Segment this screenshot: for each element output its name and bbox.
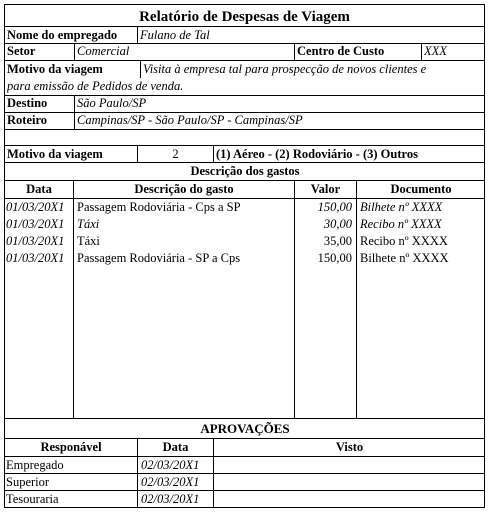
divider [137,26,138,43]
expenses-header-document: Documento [390,182,452,196]
cost-center-label: Centro de Custo [297,44,385,58]
expense-value[interactable]: 150,00 [317,200,352,214]
route-label: Roteiro [7,113,48,127]
divider [74,95,75,112]
expense-value[interactable]: 30,00 [323,217,352,231]
expense-document[interactable]: Bilhete nº XXXX [360,200,443,214]
report-title: Relatório de Despesas de Viagem [139,9,350,25]
approvals-header-date: Data [162,440,189,454]
approval-responsible: Empregado [6,458,64,472]
expenses-section-title: Descrição dos gastos [190,164,300,178]
approval-responsible: Superior [6,475,50,489]
divider [213,145,214,162]
divider [74,43,75,60]
approval-date[interactable]: 02/03/20X1 [141,492,200,506]
expense-date[interactable]: 01/03/20X1 [6,200,65,214]
expenses-header-description: Descrição do gasto [134,182,234,196]
divider [74,112,75,129]
expense-document[interactable]: Recibo nº XXXX [360,217,442,231]
approval-responsible: Tesouraria [6,492,59,506]
expense-description[interactable]: Passagem Rodoviária - Cps a SP [77,200,241,214]
sector-value[interactable]: Comercial [77,44,130,58]
divider [356,180,357,418]
expense-value[interactable]: 150,00 [317,251,352,265]
route-value[interactable]: Campinas/SP - São Paulo/SP - Campinas/SP [77,113,303,127]
employee-value[interactable]: Fulano de Tal [140,28,210,42]
approval-date[interactable]: 02/03/20X1 [141,458,200,472]
trip-mode-value[interactable]: 2 [172,147,179,161]
approvals-title: APROVAÇÕES [200,421,290,436]
expense-description[interactable]: Táxi [77,234,100,248]
expenses-header-date: Data [26,182,52,196]
approval-visa-field[interactable] [214,457,484,473]
expense-date[interactable]: 01/03/20X1 [6,251,65,265]
destination-label: Destino [7,96,48,110]
divider [5,129,485,130]
divider [140,60,141,78]
expense-description[interactable]: Táxi [77,217,100,231]
trip-mode-legend: (1) Aéreo - (2) Rodoviário - (3) Outros [216,147,418,161]
approval-visa-field[interactable] [214,491,484,507]
approval-date[interactable]: 02/03/20X1 [141,475,200,489]
trip-reason-line1[interactable]: Visita à empresa tal para prospecção de novos clientes e [143,62,427,76]
cost-center-value[interactable]: XXX [424,44,447,58]
divider [294,43,295,60]
sector-label: Setor [7,44,36,58]
employee-label: Nome do empregado [7,28,118,42]
divider [73,180,74,418]
divider [421,43,422,60]
approval-visa-field[interactable] [214,474,484,490]
divider [5,418,485,419]
expenses-header-value: Valor [310,182,341,196]
approvals-header-responsible: Responável [40,440,102,454]
expense-value[interactable]: 35,00 [323,234,352,248]
trip-reason-line2[interactable]: para emissão de Pedidos de venda. [7,79,184,93]
expense-document[interactable]: Recibo nº XXXX [360,234,448,248]
expense-date[interactable]: 01/03/20X1 [6,217,65,231]
expense-date[interactable]: 01/03/20X1 [6,234,65,248]
expense-description[interactable]: Passagem Rodoviária - SP a Cps [77,251,241,265]
trip-reason-label: Motivo da viagem [7,62,103,76]
trip-mode-label: Motivo da viagem [7,147,103,161]
destination-value[interactable]: São Paulo/SP [77,96,147,110]
approvals-header-visa: Visto [335,440,364,454]
expense-document[interactable]: Bilhete nº XXXX [360,251,449,265]
